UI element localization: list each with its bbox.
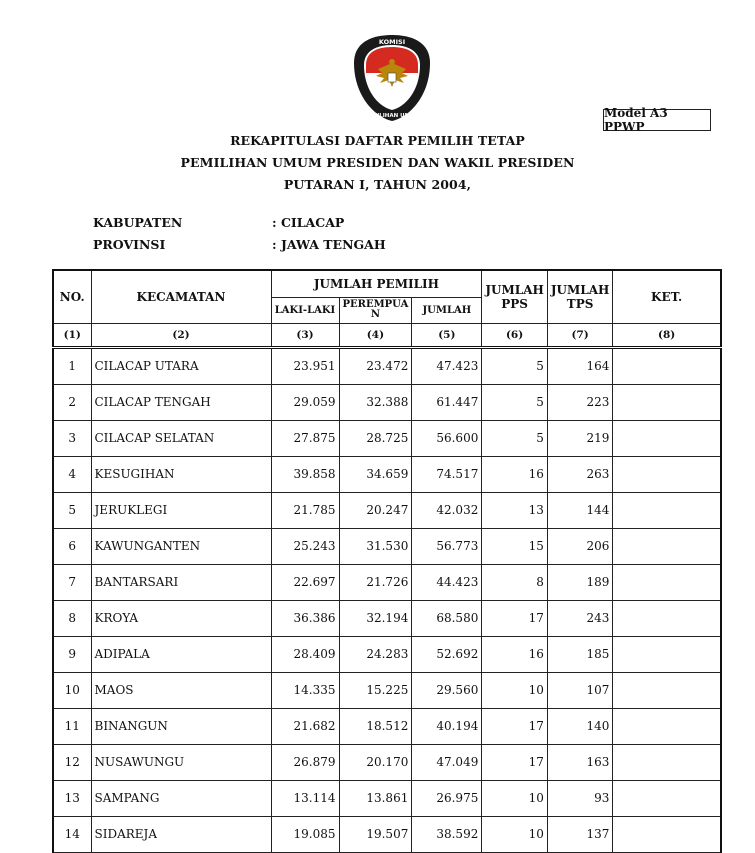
row-jumlah-pps: 13	[482, 492, 548, 528]
row-jumlah-tps: 137	[547, 816, 613, 852]
table-row	[53, 780, 721, 816]
header-jumlah-tps	[547, 270, 613, 323]
row-no: 13	[53, 780, 91, 816]
row-ket	[613, 456, 721, 492]
row-perempuan: 21.726	[339, 564, 412, 600]
row-jumlah-pps: 15	[482, 528, 548, 564]
row-jumlah-tps: 206	[547, 528, 613, 564]
table-row	[53, 564, 721, 600]
row-ket	[613, 492, 721, 528]
row-kecamatan: KROYA	[91, 600, 271, 636]
row-jumlah: 42.032	[412, 492, 482, 528]
voter-recap-table	[52, 269, 722, 853]
row-jumlah-tps: 189	[547, 564, 613, 600]
document-round: PUTARAN I, TAHUN 2004,	[283, 177, 472, 192]
index-cell: (1)	[53, 323, 91, 347]
row-ket	[613, 744, 721, 780]
row-jumlah-tps: 140	[547, 708, 613, 744]
row-perempuan: 32.388	[339, 384, 412, 420]
row-jumlah-pps: 17	[482, 744, 548, 780]
row-perempuan: 18.512	[339, 708, 412, 744]
row-ket	[613, 636, 721, 672]
row-jumlah-tps: 223	[547, 384, 613, 420]
row-kecamatan: BANTARSARI	[91, 564, 271, 600]
table-row	[53, 384, 721, 420]
row-jumlah: 47.423	[412, 347, 482, 384]
row-laki-laki: 21.785	[271, 492, 339, 528]
row-jumlah-pps: 16	[482, 636, 548, 672]
row-laki-laki: 25.243	[271, 528, 339, 564]
table-row	[53, 672, 721, 708]
table-row	[53, 600, 721, 636]
row-laki-laki: 19.085	[271, 816, 339, 852]
row-ket	[613, 564, 721, 600]
row-jumlah-pps: 10	[482, 816, 548, 852]
row-perempuan: 31.530	[339, 528, 412, 564]
row-no: 5	[53, 492, 91, 528]
row-kecamatan: CILACAP SELATAN	[91, 420, 271, 456]
row-jumlah-pps: 17	[482, 708, 548, 744]
document-title: REKAPITULASI DAFTAR PEMILIH TETAP	[230, 133, 525, 148]
header-jumlah-tps-line2: TPS	[566, 296, 594, 311]
row-laki-laki: 27.875	[271, 420, 339, 456]
table-row	[53, 708, 721, 744]
index-cell: (3)	[271, 323, 339, 347]
row-ket	[613, 600, 721, 636]
row-kecamatan: SAMPANG	[91, 780, 271, 816]
row-no: 2	[53, 384, 91, 420]
row-kecamatan: ADIPALA	[91, 636, 271, 672]
row-jumlah-pps: 5	[482, 384, 548, 420]
row-ket	[613, 420, 721, 456]
row-jumlah: 40.194	[412, 708, 482, 744]
header-jumlah: JUMLAH	[412, 297, 482, 323]
row-jumlah: 74.517	[412, 456, 482, 492]
row-laki-laki: 14.335	[271, 672, 339, 708]
row-ket	[613, 528, 721, 564]
header-jumlah-pemilih: JUMLAH PEMILIH	[271, 270, 482, 297]
kabupaten-value: : CILACAP	[272, 215, 345, 230]
row-perempuan: 23.472	[339, 347, 412, 384]
row-no: 11	[53, 708, 91, 744]
row-perempuan: 13.861	[339, 780, 412, 816]
row-perempuan: 34.659	[339, 456, 412, 492]
kpu-logo	[350, 33, 434, 123]
row-jumlah: 61.447	[412, 384, 482, 420]
header-kecamatan: KECAMATAN	[91, 270, 271, 323]
row-jumlah-pps: 5	[482, 420, 548, 456]
header-ket: KET.	[613, 270, 721, 323]
row-jumlah-pps: 10	[482, 780, 548, 816]
row-no: 8	[53, 600, 91, 636]
row-kecamatan: CILACAP UTARA	[91, 347, 271, 384]
row-kecamatan: CILACAP TENGAH	[91, 384, 271, 420]
row-perempuan: 19.507	[339, 816, 412, 852]
row-ket	[613, 384, 721, 420]
row-kecamatan: SIDAREJA	[91, 816, 271, 852]
row-laki-laki: 28.409	[271, 636, 339, 672]
row-jumlah: 26.975	[412, 780, 482, 816]
row-jumlah-pps: 8	[482, 564, 548, 600]
row-no: 12	[53, 744, 91, 780]
row-jumlah-tps: 219	[547, 420, 613, 456]
row-laki-laki: 13.114	[271, 780, 339, 816]
table-row	[53, 456, 721, 492]
index-cell: (5)	[412, 323, 482, 347]
row-ket	[613, 672, 721, 708]
index-cell: (4)	[339, 323, 412, 347]
row-jumlah: 29.560	[412, 672, 482, 708]
row-laki-laki: 39.858	[271, 456, 339, 492]
row-ket	[613, 708, 721, 744]
row-ket	[613, 780, 721, 816]
header-jumlah-pps	[482, 270, 548, 323]
table-row	[53, 744, 721, 780]
row-jumlah-tps: 185	[547, 636, 613, 672]
row-perempuan: 24.283	[339, 636, 412, 672]
row-perempuan: 15.225	[339, 672, 412, 708]
row-jumlah: 38.592	[412, 816, 482, 852]
row-no: 14	[53, 816, 91, 852]
header-no: NO.	[53, 270, 91, 323]
index-cell: (8)	[613, 323, 721, 347]
row-perempuan: 20.247	[339, 492, 412, 528]
header-jumlah-tps-line1: JUMLAH	[550, 282, 610, 297]
document-subtitle: PEMILIHAN UMUM PRESIDEN DAN WAKIL PRESIDEN	[180, 155, 575, 170]
row-no: 3	[53, 420, 91, 456]
provinsi-value: : JAWA TENGAH	[272, 237, 386, 252]
row-laki-laki: 26.879	[271, 744, 339, 780]
model-label: Model A3 PPWP	[603, 109, 711, 131]
row-jumlah-tps: 93	[547, 780, 613, 816]
svg-text:KOMISI: KOMISI	[378, 38, 406, 46]
row-jumlah: 47.049	[412, 744, 482, 780]
table-row	[53, 636, 721, 672]
row-jumlah: 52.692	[412, 636, 482, 672]
row-perempuan: 28.725	[339, 420, 412, 456]
kabupaten-label: KABUPATEN	[93, 215, 183, 230]
header-jumlah-pps-line2: PPS	[501, 296, 528, 311]
row-jumlah-tps: 107	[547, 672, 613, 708]
row-no: 10	[53, 672, 91, 708]
header-perempuan: PEREMPUA N	[339, 297, 412, 323]
header-jumlah-pps-line1: JUMLAH	[485, 282, 544, 297]
row-no: 1	[53, 347, 91, 384]
row-jumlah: 56.600	[412, 420, 482, 456]
row-jumlah-pps: 10	[482, 672, 548, 708]
header-laki-laki: LAKI-LAKI	[271, 297, 339, 323]
row-no: 9	[53, 636, 91, 672]
row-ket	[613, 347, 721, 384]
table-row	[53, 347, 721, 384]
row-perempuan: 32.194	[339, 600, 412, 636]
row-jumlah-pps: 5	[482, 347, 548, 384]
row-jumlah-tps: 163	[547, 744, 613, 780]
row-jumlah: 56.773	[412, 528, 482, 564]
row-kecamatan: NUSAWUNGU	[91, 744, 271, 780]
row-laki-laki: 29.059	[271, 384, 339, 420]
provinsi-label: PROVINSI	[93, 237, 166, 252]
row-jumlah-tps: 164	[547, 347, 613, 384]
row-jumlah-tps: 243	[547, 600, 613, 636]
row-laki-laki: 21.682	[271, 708, 339, 744]
index-cell: (7)	[547, 323, 613, 347]
row-jumlah: 68.580	[412, 600, 482, 636]
table-row	[53, 528, 721, 564]
row-laki-laki: 23.951	[271, 347, 339, 384]
row-perempuan: 20.170	[339, 744, 412, 780]
row-jumlah-tps: 263	[547, 456, 613, 492]
row-jumlah-tps: 144	[547, 492, 613, 528]
row-kecamatan: KESUGIHAN	[91, 456, 271, 492]
table-row	[53, 492, 721, 528]
row-no: 7	[53, 564, 91, 600]
index-cell: (2)	[91, 323, 271, 347]
row-no: 6	[53, 528, 91, 564]
index-row	[53, 323, 721, 347]
row-jumlah-pps: 16	[482, 456, 548, 492]
row-laki-laki: 36.386	[271, 600, 339, 636]
row-jumlah-pps: 17	[482, 600, 548, 636]
row-kecamatan: JERUKLEGI	[91, 492, 271, 528]
row-kecamatan: BINANGUN	[91, 708, 271, 744]
row-no: 4	[53, 456, 91, 492]
row-kecamatan: MAOS	[91, 672, 271, 708]
svg-text:PEMILIHAN UMUM: PEMILIHAN UMUM	[363, 113, 421, 119]
row-laki-laki: 22.697	[271, 564, 339, 600]
index-cell: (6)	[482, 323, 548, 347]
row-kecamatan: KAWUNGANTEN	[91, 528, 271, 564]
table-row	[53, 420, 721, 456]
row-jumlah: 44.423	[412, 564, 482, 600]
